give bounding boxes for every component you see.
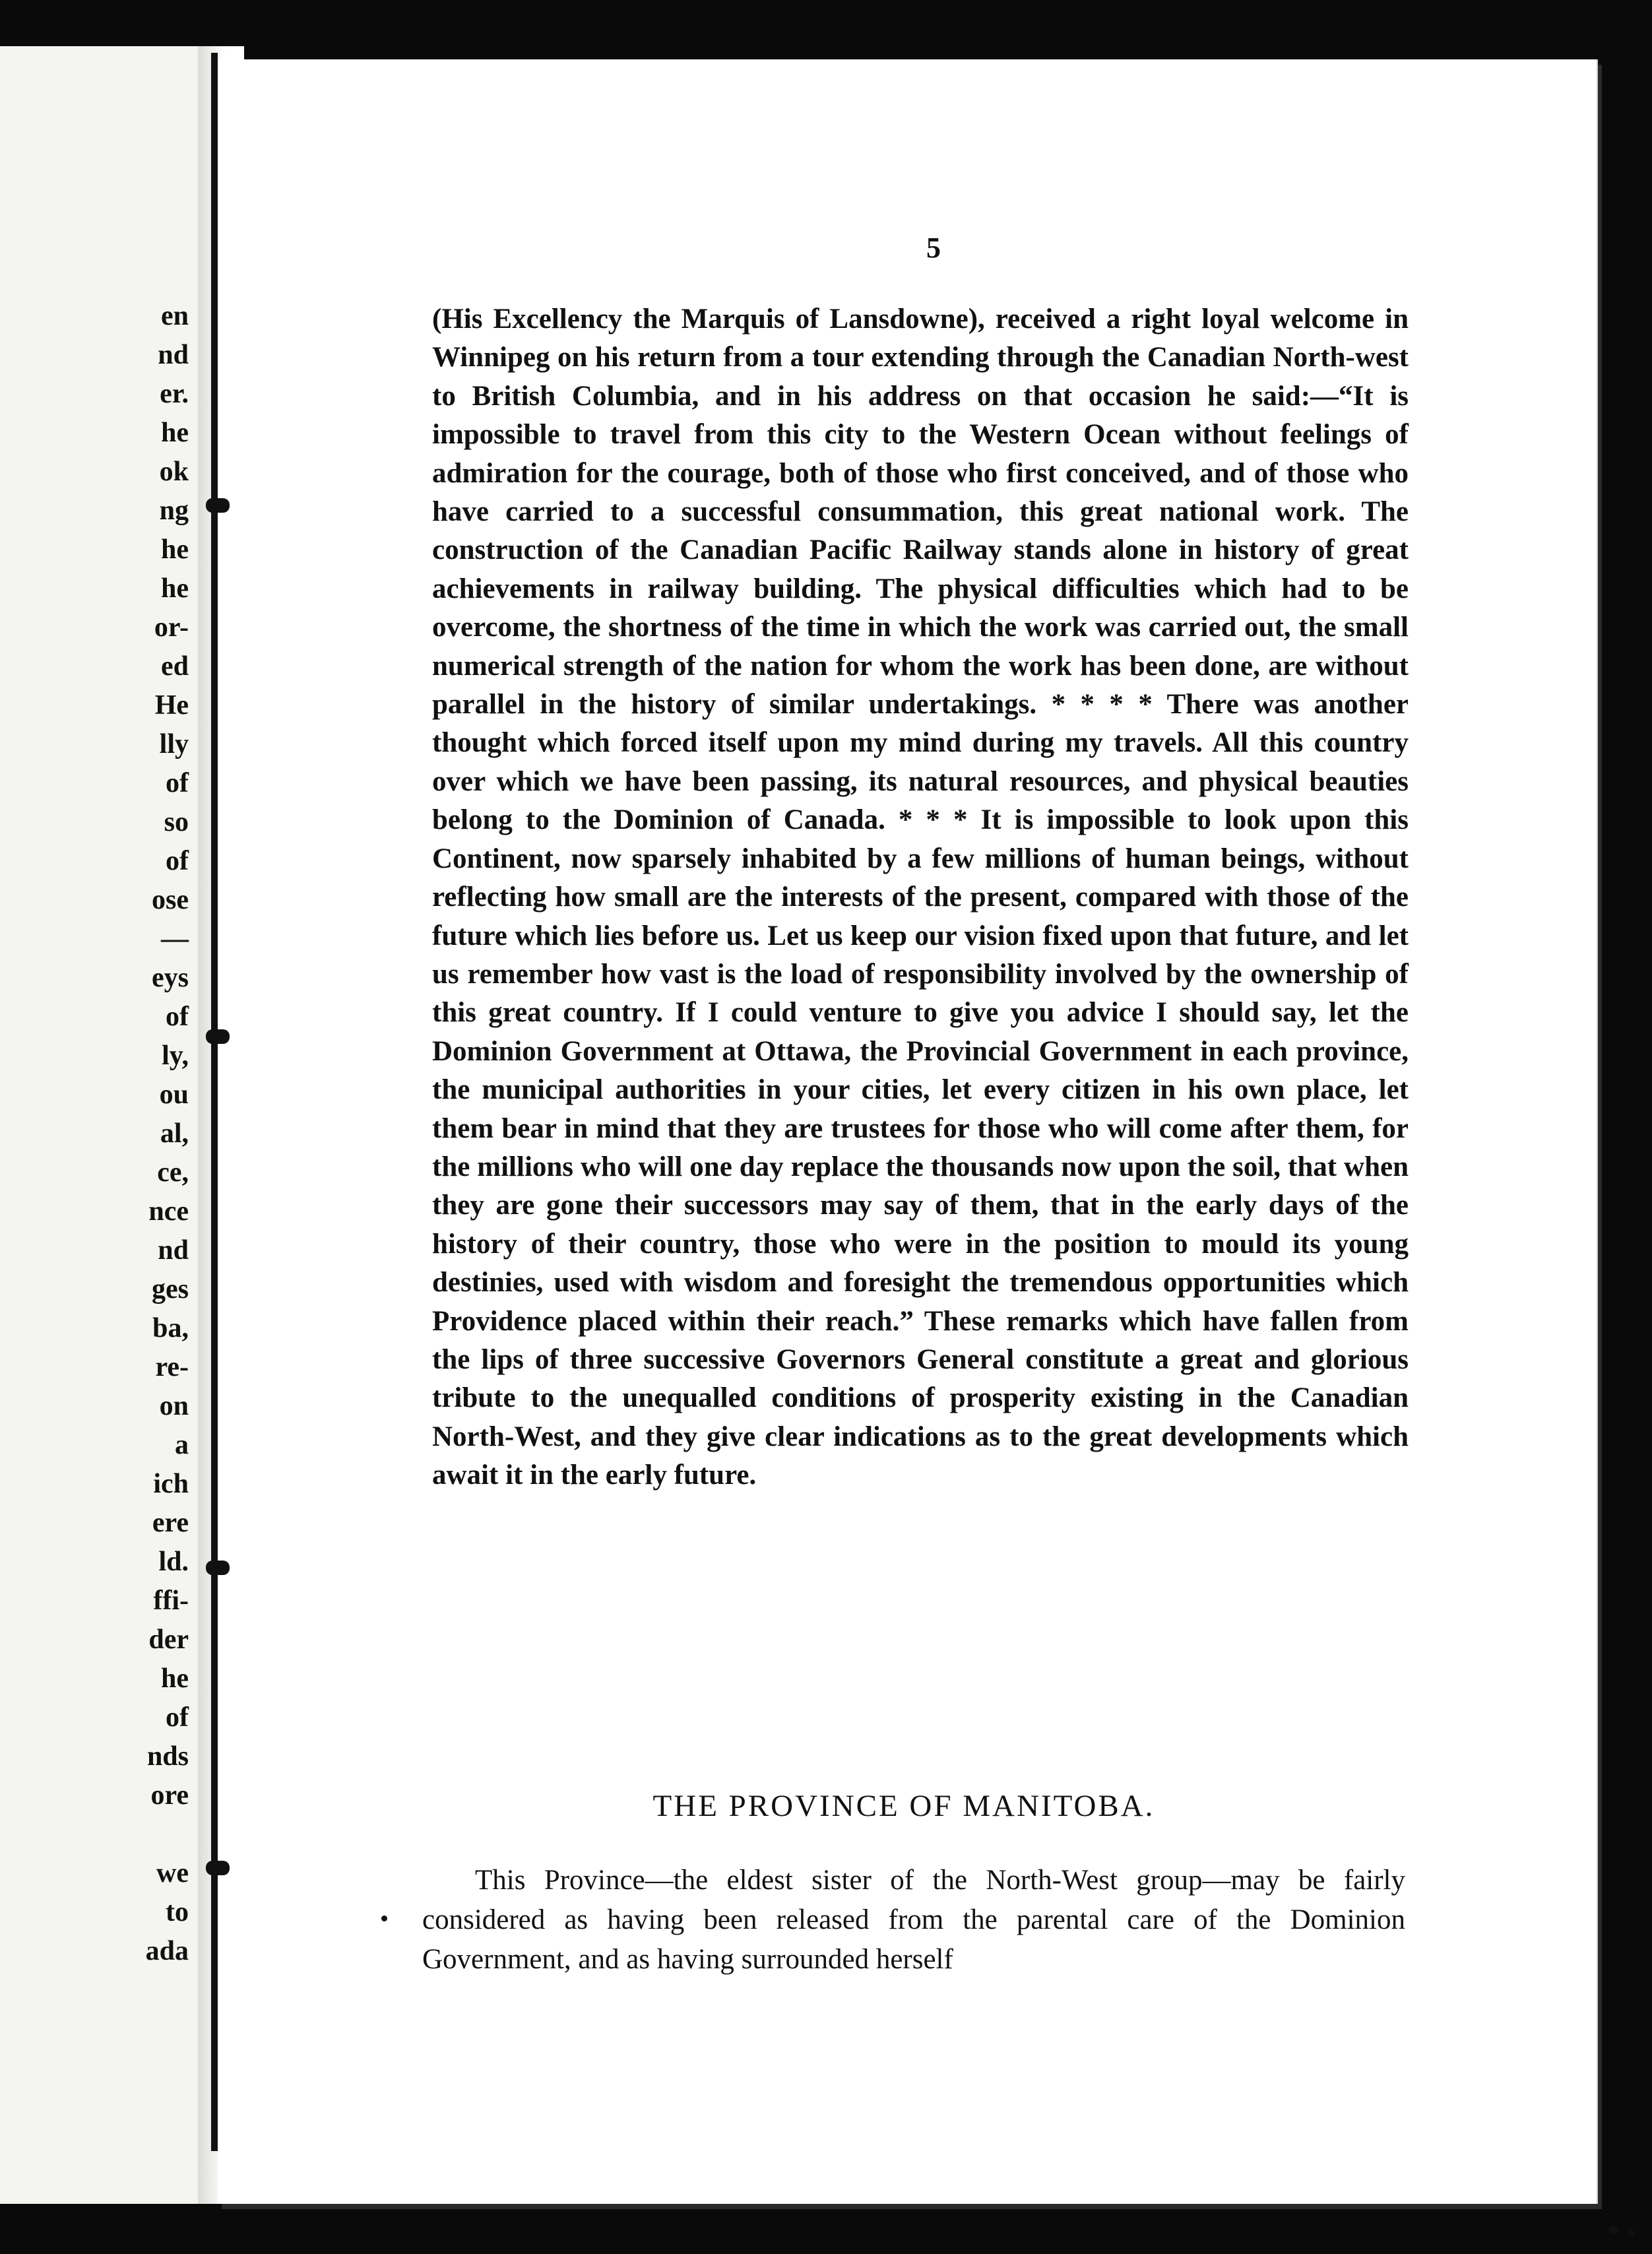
left-page-fragment: on bbox=[159, 1391, 189, 1421]
left-page-fragment: of bbox=[166, 846, 189, 876]
page-number: 5 bbox=[926, 232, 941, 264]
left-page-fragment: eys bbox=[152, 963, 189, 993]
body-paragraph: (His Excellency the Marquis of Lansdowne), received a right loyal welcome in Winnipeg on his return from a tour extending through the Canadian North-west to British Columbia, and in his address on that occasion he said:—“It is impossible to travel from this city to the Western Ocean without feelings of admiration for the courage, both of those who first conceived, and of those who have carried to a successful consummation, this great national work. The construction of the Canadian Pacific Railway stands alone in history of great achievements in railway building. The physical difficulties which had to be overcome, the shortness of the time in which the work was carried out, the small numerical strength of the nation for whom the work has been done, are without parallel in the history of similar undertakings. * * * * There was another thought which forced itself upon my mind during my travels. All this country over which we have been passing, its natural resources, and physical beauties belong to the Dominion of Canada. * * * It is impossible to look upon this Continent, now sparsely inhabited by a few millions of human beings, without reflecting how small are the interests of the present, compared with those of the future which lies before us. Let us keep our vision fixed upon that future, and let us remember how vast is the load of responsibility involved by the ownership of this great country. If I could venture to give you advice I should say, let the Dominion Government at Ottawa, the Provincial Government in each province, the municipal authorities in your cities, let every citizen in his own place, let them bear in mind that they are trustees for those who will come after them, for the millions who will one day replace the thousands now upon the soil, that when they are gone their successors may say of them, that in the early days of the history of their country, those who were in the position to mould its young destinies, used with wisdom and foresight the tremendous opportunities which Providence placed within their reach.” These remarks which have fallen from the lips of three successive Governors General constitute a great and glorious tribute to the unequalled conditions of prosperity existing in the Canadian North-West, and they give clear indications as to the great developments which await it in the early future. bbox=[432, 304, 1409, 1491]
left-page-fragment: ich bbox=[153, 1469, 189, 1499]
left-page-fragment: ba, bbox=[152, 1313, 189, 1343]
left-page-fragment: of bbox=[166, 1002, 189, 1032]
left-page-fragment: ce, bbox=[157, 1157, 189, 1188]
left-page-fragment: ok bbox=[159, 457, 189, 487]
binding-stitch bbox=[206, 498, 230, 513]
left-page-fragment: he bbox=[161, 534, 189, 565]
left-page-fragment: ed bbox=[161, 651, 189, 682]
left-page-fragment: en bbox=[161, 301, 189, 331]
left-page-fragment: der bbox=[148, 1625, 189, 1655]
binding-stitch bbox=[206, 1561, 230, 1575]
left-page-fragment: lly bbox=[159, 729, 189, 759]
left-page-fragment: we bbox=[156, 1858, 189, 1888]
left-page-fragment: al, bbox=[160, 1118, 189, 1149]
left-page-fragment: er. bbox=[160, 379, 189, 409]
left-page-fragment: he bbox=[161, 573, 189, 604]
left-page-fragment: a bbox=[175, 1430, 189, 1460]
left-page-fragment: he bbox=[161, 418, 189, 448]
scan-speck bbox=[381, 1916, 387, 1921]
left-page-fragment: nds bbox=[146, 1741, 189, 1772]
left-page-text-fragments bbox=[57, 297, 189, 1971]
left-page-fragment: ges bbox=[152, 1274, 189, 1304]
left-page-fragment: he bbox=[161, 1663, 189, 1694]
binding-spine bbox=[211, 53, 218, 2151]
left-page-fragment: nce bbox=[148, 1196, 189, 1227]
left-page-fragment: ada bbox=[145, 1936, 189, 1966]
left-page-fragment: ere bbox=[152, 1508, 189, 1538]
left-page-fragment: ou bbox=[159, 1079, 189, 1110]
left-page-fragment: ly, bbox=[162, 1041, 189, 1071]
section-heading: THE PROVINCE OF MANITOBA. bbox=[652, 1789, 1155, 1823]
binding-stitch bbox=[206, 1861, 230, 1875]
left-page-fragment: ld. bbox=[158, 1547, 189, 1577]
left-page-fragment: to bbox=[166, 1897, 189, 1927]
left-page-fragment: ng bbox=[159, 496, 189, 526]
left-page-fragment bbox=[57, 1815, 189, 1854]
scan-speck bbox=[1628, 2230, 1634, 2236]
left-page-fragment: nd bbox=[158, 340, 189, 370]
binding-stitch bbox=[206, 1029, 230, 1044]
left-page-fragment: He bbox=[154, 690, 189, 721]
left-page-fragment: re- bbox=[155, 1352, 189, 1382]
left-page-fragment: — bbox=[161, 924, 189, 954]
section-paragraph: This Province—the eldest sister of the North-West group—may be fairly considered as having been released from the parental care of the Dominion Government, and as having surrounded herself bbox=[422, 1865, 1405, 1975]
left-page-fragment: ose bbox=[152, 885, 189, 915]
scan-speck bbox=[1608, 2226, 1618, 2234]
left-page-fragment: nd bbox=[158, 1235, 189, 1266]
left-page-fragment: ore bbox=[150, 1780, 189, 1811]
left-page-fragment: of bbox=[166, 768, 189, 798]
left-page-fragment: ffi- bbox=[153, 1586, 189, 1616]
left-page-fragment: so bbox=[164, 807, 189, 837]
left-page bbox=[0, 46, 200, 2204]
left-page-fragment: or- bbox=[154, 612, 189, 643]
left-page-fragment: of bbox=[166, 1702, 189, 1733]
